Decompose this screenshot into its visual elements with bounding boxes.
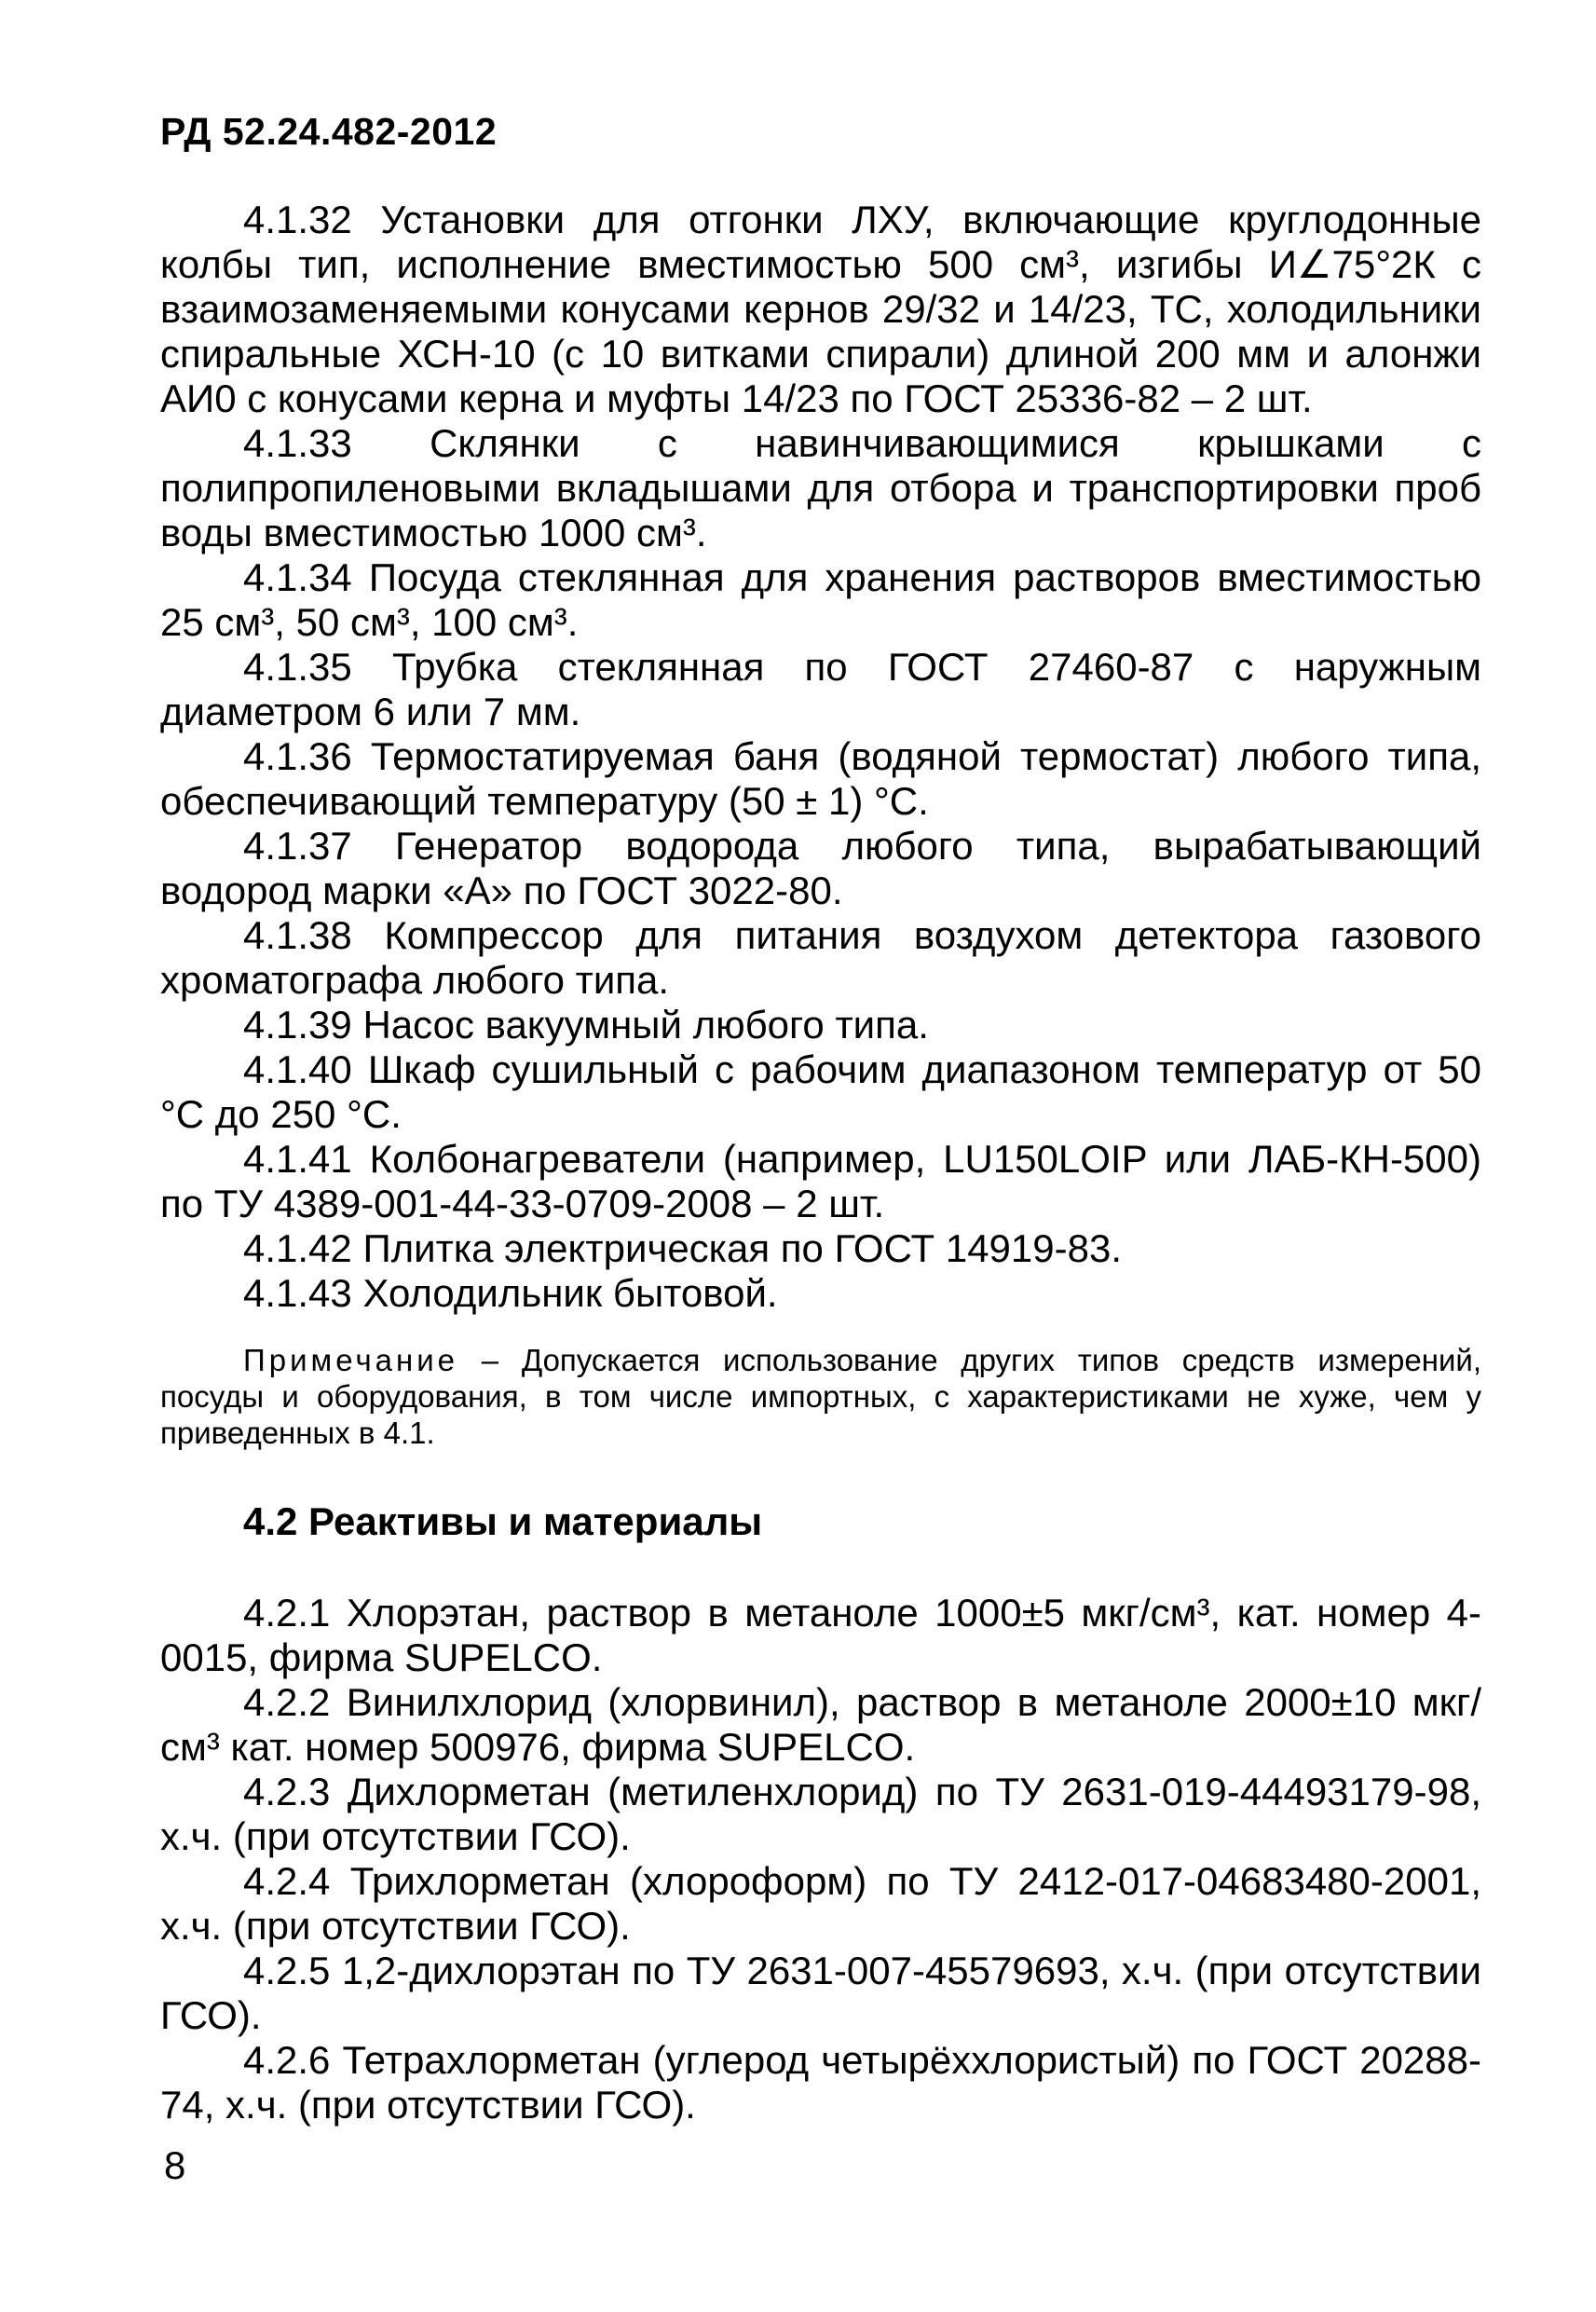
item-number: 4.1.34 (243, 555, 352, 599)
note-text: – Допускается использование других типов средств измерений, посуды и оборудования, в том числе импортных, с характеристиками не хуже, чем у приведенных в 4.1. (160, 1343, 1481, 1450)
list-item (160, 1680, 1481, 1770)
item-text: Генератор водорода любого типа, вырабатывающий водород марки «А» по ГОСТ 3022-80. (160, 824, 1481, 912)
list-item (160, 2038, 1481, 2127)
list-item (160, 1949, 1481, 2038)
item-text: 1,2-дихлорэтан по ТУ 2631-007-45579693, х.ч. (при отсутствии ГСО). (160, 1949, 1481, 2037)
item-number: 4.1.39 (243, 1003, 352, 1047)
item-text: Колбонагреватели (например, LU150LOIP или ЛАБ-КН-500) по ТУ 4389-001-44-33-0709-2008 – 2 шт. (160, 1137, 1481, 1225)
item-text: Термостатируемая баня (водяной термостат) любого типа, обеспечивающий температуру (50 ± 1) °С. (160, 734, 1481, 823)
item-text: Дихлорметан (метиленхлорид) по ТУ 2631-019-44493179-98, х.ч. (при отсутствии ГСО). (160, 1770, 1481, 1858)
item-number: 4.1.37 (243, 824, 352, 868)
item-text: Компрессор для питания воздухом детектора газового хроматографа любого типа. (160, 913, 1481, 1002)
list-item (160, 421, 1481, 555)
item-number: 4.2.5 (243, 1949, 331, 1992)
document-code-header: РД 52.24.482-2012 (160, 110, 498, 153)
list-item (160, 198, 1481, 421)
list-item (160, 645, 1481, 734)
item-number: 4.1.32 (243, 198, 352, 241)
item-number: 4.1.35 (243, 645, 352, 689)
list-item (160, 1770, 1481, 1859)
item-number: 4.1.33 (243, 421, 352, 465)
item-number: 4.1.42 (243, 1226, 352, 1270)
document-body (160, 198, 1481, 2127)
list-item (160, 734, 1481, 824)
item-text: Плитка электрическая по ГОСТ 14919-83. (351, 1226, 1122, 1270)
item-number: 4.1.36 (243, 734, 352, 778)
item-text: Посуда стеклянная для хранения растворов вместимостью 25 см³, 50 см³, 100 см³. (160, 555, 1481, 644)
equipment-list (160, 198, 1481, 1316)
item-number: 4.1.38 (243, 913, 352, 957)
item-text: Насос вакуумный любого типа. (351, 1003, 929, 1047)
item-number: 4.2.4 (243, 1859, 331, 1903)
item-text: Холодильник бытовой. (351, 1271, 778, 1315)
item-text: Шкаф сушильный с рабочим диапазоном температур от 50 °С до 250 °С. (160, 1047, 1481, 1136)
list-item (160, 824, 1481, 913)
item-number: 4.2.2 (243, 1680, 331, 1724)
item-number: 4.1.40 (243, 1047, 352, 1091)
list-item (160, 1047, 1481, 1137)
list-item (160, 1137, 1481, 1226)
list-item (160, 555, 1481, 645)
reagents-list (160, 1591, 1481, 2127)
item-text: Трубка стеклянная по ГОСТ 27460-87 с наружным диаметром 6 или 7 мм. (160, 645, 1481, 733)
item-number: 4.1.41 (243, 1137, 352, 1181)
item-number: 4.2.3 (243, 1770, 331, 1813)
item-text: Хлорэтан, раствор в метаноле 1000±5 мкг/см³, кат. номер 4-0015, фирма SUPELCO. (160, 1591, 1481, 1679)
note (160, 1342, 1481, 1451)
item-number: 4.2.6 (243, 2038, 331, 2082)
item-text: Склянки с навинчивающимися крышками с полипропиленовыми вкладышами для отбора и транспортировки проб воды вместимостью 1000 см³. (160, 421, 1481, 554)
list-item (160, 1591, 1481, 1680)
section-heading: 4.2 Реактивы и материалы (243, 1499, 763, 1543)
item-text: Тетрахлорметан (углерод четырёххлористый) по ГОСТ 20288-74, х.ч. (при отсутствии ГСО). (160, 2038, 1481, 2127)
list-item (160, 1003, 1481, 1047)
list-item (160, 1271, 1481, 1316)
item-number: 4.1.43 (243, 1271, 352, 1315)
item-number: 4.2.1 (243, 1591, 331, 1635)
item-text: Трихлорметан (хлороформ) по ТУ 2412-017-04683480-2001, х.ч. (при отсутствии ГСО). (160, 1859, 1481, 1948)
page-number: 8 (164, 2143, 186, 2187)
list-item (160, 1859, 1481, 1949)
list-item (160, 1226, 1481, 1271)
item-text: Винилхлорид (хлорвинил), раствор в метаноле 2000±10 мкг/см³ кат. номер 500976, фирма SUPELCO. (160, 1680, 1481, 1769)
list-item (160, 913, 1481, 1003)
item-text: Установки для отгонки ЛХУ, включающие круглодонные колбы тип, исполнение вместимостью 500 см³, изгибы И∠75°2К с взаимозаменяемыми конусами кернов 29/32 и 14/23, ТС, холодильники спиральные ХСН-10 (с 10 витками спирали) длиной 200 мм и алонжи АИ0 с конусами керна и муфты 14/23 по ГОСТ 25336-82 – 2 шт. (160, 198, 1481, 420)
note-label: Примечание (243, 1343, 459, 1377)
